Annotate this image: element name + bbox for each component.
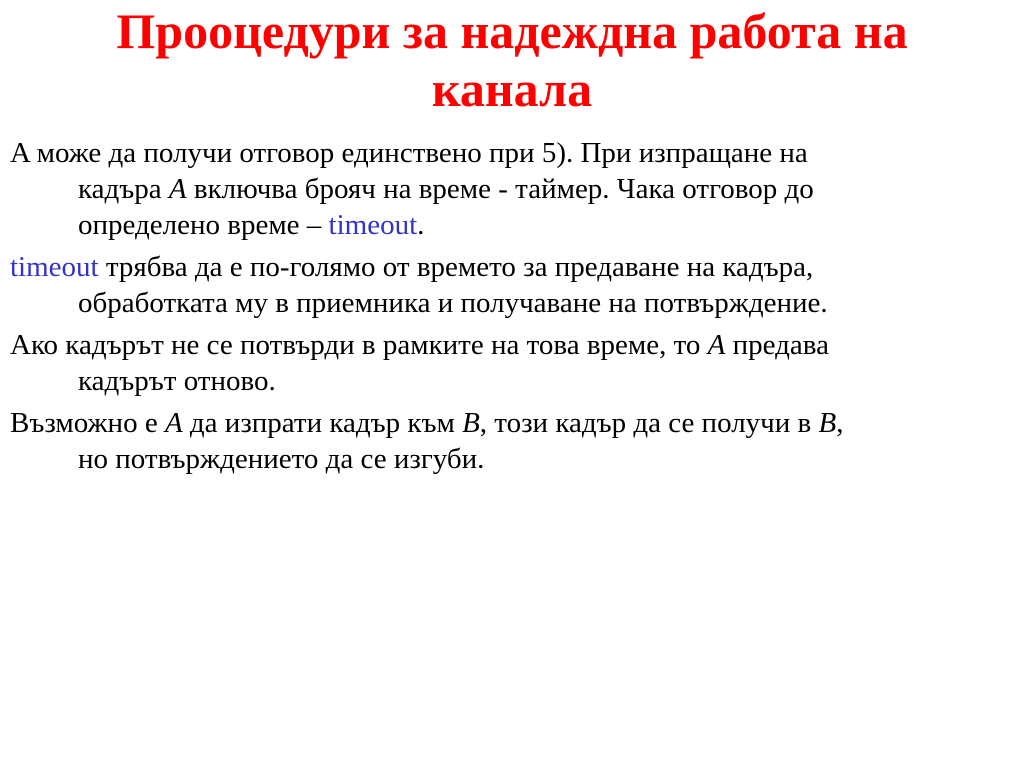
paragraph-2-line-2: обработката му в приемника и получаване на потвърждение. [78,287,828,319]
text-fragment: , [836,407,844,439]
paragraph-1-line-2 [10,171,1010,207]
text-fragment: да изпрати кадър към [182,407,463,439]
title-line-1: Проoцедури за надеждна работа на [116,3,908,59]
paragraph-1-line-1: A може да получи отговор единствено при 5). При изпращане на [10,137,808,169]
text-fragment: предава [725,329,829,361]
italic-b: B [818,407,837,439]
paragraph-3-line-1 [10,327,1010,363]
slide-title [0,2,1024,118]
timeout-keyword: timeout [328,209,418,241]
text-fragment: трябва да е по-голямо от времето за предаване на кадъра, [98,251,814,283]
paragraph-2-line-1 [10,249,1010,285]
paragraph-3-line-2: кадърът отново. [78,365,276,397]
paragraph-1-line-3 [10,207,1010,243]
paragraph-4-line-2: но потвърждението да се изгуби. [78,443,485,475]
paragraph-2 [10,249,1010,321]
slide-body [10,135,1010,483]
italic-a: A [707,329,726,361]
title-line-2: канала [431,61,593,117]
paragraph-4-line-1 [10,405,1010,441]
italic-a: A [168,173,187,205]
text-fragment: Ако кадърът не се потвърди в рамките на това време, то [10,329,708,361]
paragraph-3 [10,327,1010,399]
text-fragment: кадъра [78,173,169,205]
text-fragment: Възможно е [10,407,165,439]
text-fragment: включва брояч на време - таймер. Чака отговор до [186,173,814,205]
paragraph-1 [10,135,1010,243]
paragraph-4 [10,405,1010,477]
italic-b: B [462,407,480,439]
italic-a: A [164,407,183,439]
text-fragment: определено време – [78,209,329,241]
text-fragment: . [417,209,425,241]
text-fragment: , този кадър да се получи в [479,407,819,439]
timeout-keyword: timeout [10,251,99,283]
